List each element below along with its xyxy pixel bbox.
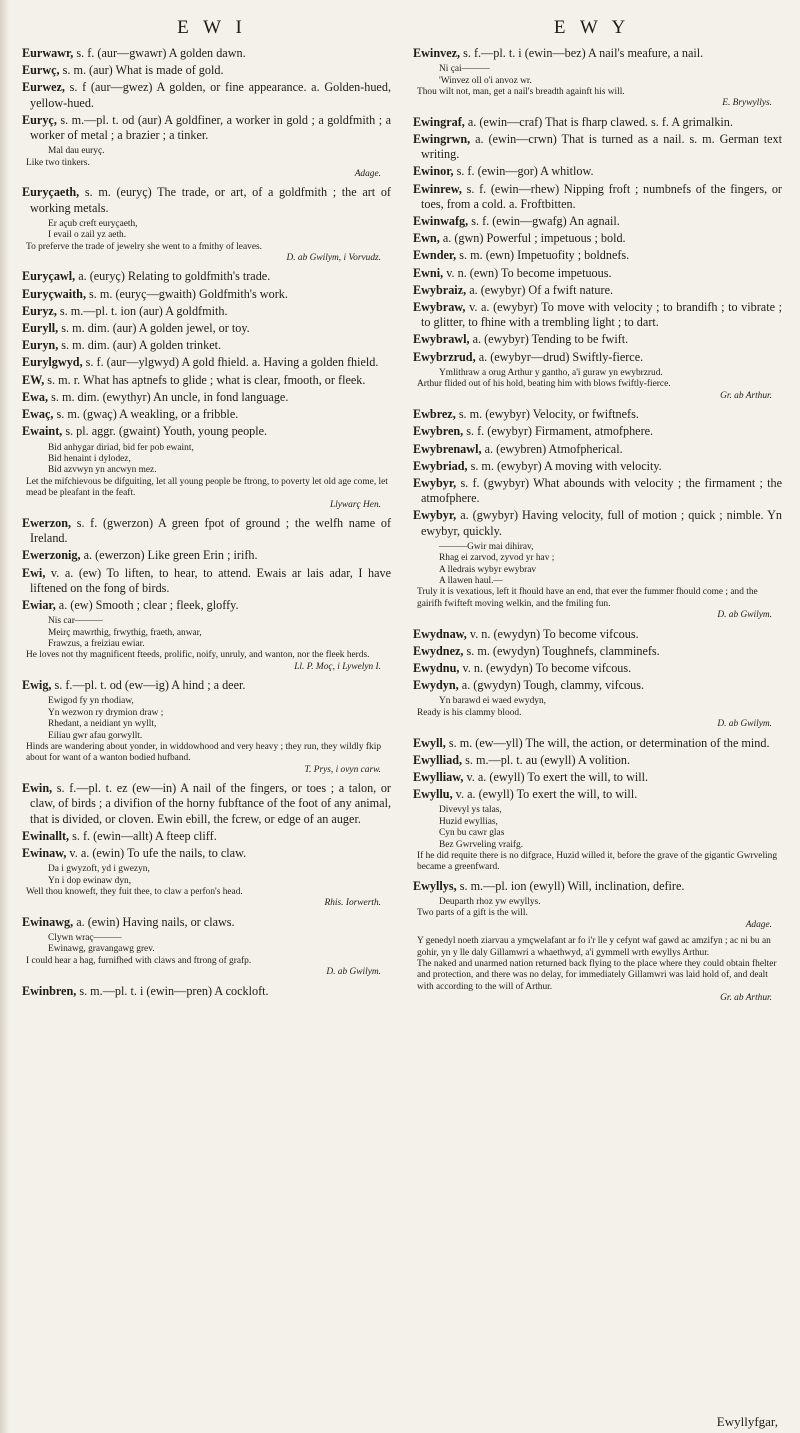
welsh-verse-line: 'Winvez oll o'i anvoz wr. <box>439 75 532 86</box>
welsh-verse-line: ———Gwir mai dihirav, <box>439 541 534 552</box>
citation: Ll. P. Moç, i Lywelyn I. <box>294 661 381 672</box>
headword: Ewaç, <box>22 407 54 422</box>
definition: s. f.—pl. t. ez (ew—in) A nail of the fingers, or toes ; a talon, or claw, of birds ; a divifion of the horny fubftance of the foot of any animal, that is divided, or cloven. Ewin ebill, the fcrew, or edge of an auger. <box>30 781 392 826</box>
headword: Ewylliad, <box>413 752 463 767</box>
welsh-verse-line: Er açub creft euryçaeth, <box>48 218 138 229</box>
definition: s. f. (ewybyr) Firmament, atmofphere. <box>463 424 654 439</box>
translation: Truly it is vexatious, left it fhould have an end, that ever the fummer fhould come ; and the gairifh fwifteft moving welkin, and the fmiling fun. <box>417 587 758 609</box>
quotation <box>413 368 782 402</box>
quotation <box>22 616 391 673</box>
definition: s. m. (ewybyr) A moving with velocity. <box>467 458 662 473</box>
headword: Ewinrew, <box>413 181 462 196</box>
dictionary-entry <box>413 248 782 263</box>
headword: Ewi, <box>22 565 46 580</box>
definition: s. pl. aggr. (gwaint) Youth, young people. <box>62 424 268 439</box>
page-header <box>22 10 782 46</box>
dictionary-entry <box>22 46 391 61</box>
dictionary-entry <box>413 476 782 506</box>
translation: To preferve the trade of jewelry she went to a fmithy of leaves. <box>26 241 262 252</box>
translation: Ready is his clammy blood. <box>417 707 522 718</box>
dictionary-entry <box>413 332 782 347</box>
definition: s. f. (gwybyr) What abounds with velocity ; the firmament ; the atmofphere. <box>421 475 782 506</box>
dictionary-entry <box>413 736 782 751</box>
translation: Let the mifchievous be difguiting, let all young people be ftrong, to poverty let old age come, let mead be pleafant in the feaft. <box>26 476 388 499</box>
dictionary-entry <box>413 678 782 693</box>
welsh-verse-line: Meirç mawrthig, frwythig, fraeth, anwar, <box>48 627 202 638</box>
welsh-verse-line: Divevyl ys talas, <box>439 805 502 816</box>
definition: a. (gwybyr) Having velocity, full of motion ; quick ; nimble. Yn ewybyr, quickly. <box>421 508 782 538</box>
dictionary-entry <box>22 373 391 388</box>
headword: Ewybrawl, <box>413 332 470 347</box>
headword: Ewnder, <box>413 248 457 263</box>
definition: s. m. r. What has aptnefs to glide ; what is clear, fmooth, or fleek. <box>44 372 366 387</box>
quotation <box>413 696 782 730</box>
definition: s. m. dim. (aur) A golden trinket. <box>58 338 222 353</box>
welsh-verse-line: Ymlithraw a orug Arthur y gantho, a'i guraw yn ewybrzrud. <box>439 367 663 378</box>
quotation <box>413 936 782 1004</box>
dictionary-entry <box>22 80 391 110</box>
definition: s. f. (ewin—allt) A fteep cliff. <box>69 828 217 843</box>
translation: He loves not thy magnificent fteeds, prolific, noify, unruly, and wanton, nor the fleek herds. <box>26 650 370 661</box>
left-column <box>22 46 391 1010</box>
headword: Ewybriad, <box>413 458 468 473</box>
dictionary-entry <box>22 781 391 827</box>
headword: Ewybyr, <box>413 475 457 490</box>
citation: D. ab Gwilym. <box>717 610 772 621</box>
welsh-verse-line: Mal dau euryç. <box>48 146 105 157</box>
translation: Hinds are wandering about yonder, in widdowhood and very heavy ; they run, they wildly fkip about for want of a wanton bodied hufband. <box>26 742 382 764</box>
definition: s. f.—pl. t. od (ew—ig) A hind ; a deer. <box>51 678 246 693</box>
welsh-verse-line: Yn wezwon ry drymion draw ; <box>48 707 164 718</box>
catchword: Ewyllyfgar, <box>716 1414 778 1429</box>
definition: v. n. (ewn) To become impetuous. <box>443 265 612 280</box>
headword: Ewinallt, <box>22 828 70 843</box>
quotation <box>413 64 782 110</box>
definition: a. (gwn) Powerful ; impetuous ; bold. <box>439 231 626 246</box>
headword: Euryçaeth, <box>22 185 80 200</box>
headword: EW, <box>22 372 45 387</box>
citation: D. ab Gwilym. <box>717 719 772 730</box>
dictionary-entry <box>22 269 391 284</box>
headword: Ewylliaw, <box>413 770 464 784</box>
welsh-verse-line: Rhedant, a neidiant yn wyllt, <box>48 719 157 730</box>
citation: Gr. ab Arthur. <box>720 390 772 401</box>
headword: Ewybyr, <box>413 508 457 523</box>
headword: Ewydnez, <box>413 643 464 658</box>
definition: s. f. (ewin—gwafg) An agnail. <box>468 214 620 229</box>
headword: Ewinwafg, <box>413 214 469 229</box>
dictionary-entry <box>22 304 391 319</box>
definition: a. (ewin—craf) That is fharp clawed. s. f. A grimalkin. <box>464 114 733 129</box>
header-right: E W Y <box>553 17 631 38</box>
definition: v. a. (ew) To liften, to hear, to attend. Ewais ar lais adar, I have liftened on the fong of birds. <box>30 565 391 595</box>
citation: T. Prys, i ovyn carw. <box>304 764 381 775</box>
translation: If he did requite there is no difgrace, Huzid willed it, before the grave of the gigantic Gwrveling became a greenfward. <box>417 851 778 873</box>
headword: Ewa, <box>22 389 49 404</box>
columns <box>22 46 782 1010</box>
dictionary-entry <box>22 355 391 370</box>
definition: s. m.—pl. t. au (ewyll) A volition. <box>462 752 631 767</box>
headword: Ewni, <box>413 265 444 280</box>
welsh-verse-line: Huzid ewyllias, <box>439 816 498 827</box>
right-column <box>413 46 782 1010</box>
headword: Ewinawg, <box>22 914 74 929</box>
quotation <box>413 542 782 622</box>
definition: s. f. (aur—gwawr) A golden dawn. <box>73 46 246 60</box>
definition: v. a. (ewin) To ufe the nails, to claw. <box>66 846 247 861</box>
citation: Adage. <box>354 169 381 180</box>
headword: Eurwawr, <box>22 46 74 60</box>
headword: Ewn, <box>413 231 440 246</box>
headword: Ewybrzrud, <box>413 349 476 364</box>
welsh-verse-line: A lledrais wybyr ewybrav <box>439 564 537 575</box>
welsh-verse-line: Ni çai——— <box>439 64 490 75</box>
welsh-verse-line: Bid azvwyn yn ancwyn mez. <box>48 465 157 476</box>
dictionary-entry <box>22 678 391 693</box>
definition: a. (ewerzon) Like green Erin ; irifh. <box>80 548 258 563</box>
dictionary-entry <box>22 548 391 563</box>
dictionary-entry <box>413 459 782 474</box>
definition: a. (ewin) Having nails, or claws. <box>73 914 235 929</box>
headword: Eurwez, <box>22 80 65 95</box>
quotation <box>22 933 391 979</box>
translation: Y genedyl noeth ziarvau a ymçwelafant ar fo i'r lle y cefynt waf gawd ac amzifyn ; ac ni bu an gohir, yn y lle daly Gillamwri a whaethwyd, a'i gymmell wrth ewyllys Arthur. <box>417 936 771 958</box>
dictionary-entry <box>22 915 391 930</box>
definition: s. f. (ewin—gor) A whitlow. <box>453 164 594 179</box>
welsh-verse-line: Da i gwyzoft, yd i gwezyn, <box>48 864 150 875</box>
headword: Ewyllu, <box>413 787 453 802</box>
quotation <box>22 864 391 910</box>
dictionary-entry <box>413 283 782 298</box>
headword: Ewydnu, <box>413 660 460 675</box>
definition: v. a. (ewyll) To exert the will, to will. <box>463 770 649 784</box>
headword: Ewaint, <box>22 424 63 439</box>
definition: a. (ewybyr—drud) Swiftly-fierce. <box>475 349 644 364</box>
headword: Ewingrwn, <box>413 132 471 147</box>
headword: Euryçawl, <box>22 269 76 284</box>
headword: Ewig, <box>22 678 52 693</box>
headword: Ewinor, <box>413 164 454 179</box>
quotation <box>22 219 391 265</box>
quotation <box>413 897 782 931</box>
welsh-verse-line: Bid anhygar diriad, bid fer pob ewaint, <box>48 442 194 453</box>
citation: Gr. ab Arthur. <box>720 993 772 1004</box>
welsh-verse-line: Frawzus, a freiziau ewiar. <box>48 638 145 649</box>
definition: s. m. (gwaç) A weakling, or a fribble. <box>53 407 239 422</box>
quotation <box>413 805 782 873</box>
citation: Llywarç Hen. <box>329 499 381 510</box>
dictionary-entry <box>413 214 782 229</box>
headword: Ewydnaw, <box>413 626 467 641</box>
definition: s. m. (ewydyn) Toughnefs, clamminefs. <box>463 643 660 658</box>
headword: Ewerzon, <box>22 515 72 530</box>
welsh-verse-line: Clywn wraç——— <box>48 933 122 944</box>
welsh-verse-line: A llawen haul.— <box>439 575 503 586</box>
citation: Rhis. Iorwerth. <box>324 898 381 909</box>
translation: Arthur flided out of his hold, beating him with blows fwiftly-fierce. <box>417 379 671 390</box>
definition: a. (ewybyr) Tending to be fwift. <box>469 332 629 347</box>
headword: Ewybrenawl, <box>413 441 482 456</box>
definition: s. m. (ewn) Impetuofity ; boldnefs. <box>456 248 630 263</box>
headword: Ewybren, <box>413 424 464 439</box>
headword: Ewinbren, <box>22 983 77 998</box>
dictionary-entry <box>413 182 782 212</box>
citation: Adage. <box>745 919 772 930</box>
definition: s. m.—pl. t. i (ewin—pren) A cockloft. <box>76 983 269 998</box>
quotation <box>22 146 391 180</box>
dictionary-entry <box>413 644 782 659</box>
dictionary-entry <box>413 300 782 330</box>
dictionary-entry <box>413 508 782 538</box>
dictionary-entry <box>413 879 782 894</box>
dictionary-entry <box>413 266 782 281</box>
definition: s. f. (ewin—rhew) Nipping froft ; numbnefs of the fingers, or toes, from a cold. a. Froftbitten. <box>421 181 782 211</box>
definition: v. a. (ewybyr) To move with velocity ; to brandifh ; to vibrate ; to glitter, to fhine with a trembling light ; to dart. <box>421 300 782 330</box>
dictionary-entry <box>413 770 782 785</box>
definition: s. m.—pl. t. od (aur) A goldfiner, a worker in gold ; a goldfmith ; a worker of metal ; a brazier ; a tinker. <box>30 112 391 143</box>
definition: s. m. (euryç) The trade, or art, of a goldfmith ; the art of working metals. <box>30 185 391 215</box>
header-left: E W I <box>177 17 247 38</box>
welsh-verse-line: Yn i dop ewinaw dyn, <box>48 875 132 886</box>
quotation <box>22 443 391 511</box>
dictionary-entry <box>413 787 782 802</box>
definition: s. m.—pl. ion (ewyll) Will, inclination, defire. <box>456 878 685 893</box>
welsh-verse-line: Rhag ei zarvod, zyvod yr hav ; <box>439 553 555 564</box>
definition: s. m. (aur) What is made of gold. <box>59 63 224 78</box>
translation: The naked and unarmed nation returned back flying to the place where they could obtain fhelter and protection, and there was no delay, for immediately Gillamwri was laid hold of, and dealt with according to the will of Arthur. <box>417 959 777 992</box>
headword: Ewydyn, <box>413 678 459 693</box>
dictionary-entry <box>22 424 391 439</box>
welsh-verse-line: Ewinawg, gravangawg grev. <box>48 944 155 955</box>
headword: Ewbrez, <box>413 407 456 422</box>
dictionary-entry <box>22 516 391 546</box>
dictionary-entry <box>22 63 391 78</box>
definition: a. (euryç) Relating to goldfmith's trade. <box>75 269 271 284</box>
dictionary-entry <box>22 113 391 143</box>
translation: Two parts of a gift is the will. <box>417 908 528 919</box>
headword: Ewinvez, <box>413 46 461 60</box>
dictionary-entry <box>413 231 782 246</box>
translation: Thou wilt not, man, get a nail's breadth againft his will. <box>417 87 625 98</box>
citation: E. Brywyllys. <box>722 98 772 109</box>
headword: Euryçwaith, <box>22 286 86 301</box>
headword: Ewyllys, <box>413 878 457 893</box>
definition: v. a. (ewyll) To exert the will, to will. <box>452 787 638 802</box>
headword: Ewerzonig, <box>22 548 81 563</box>
citation: D. ab Gwilym. <box>326 967 381 978</box>
welsh-verse-line: Bid henaint i dylodez, <box>48 453 131 464</box>
definition: a. (ew) Smooth ; clear ; fleek, gloffy. <box>55 597 239 612</box>
quotation <box>22 696 391 776</box>
definition: s. f. (gwerzon) A green fpot of ground ; the welfh name of Ireland. <box>30 515 391 546</box>
dictionary-entry <box>22 321 391 336</box>
headword: Ewin, <box>22 781 53 796</box>
citation: D. ab Gwilym, i Vorvudz. <box>286 253 381 264</box>
dictionary-entry <box>22 185 391 215</box>
dictionary-entry <box>413 424 782 439</box>
dictionary-entry <box>413 132 782 162</box>
headword: Ewyll, <box>413 735 446 750</box>
headword: Eurwç, <box>22 63 60 78</box>
definition: s. f.—pl. t. i (ewin—bez) A nail's meafure, a nail. <box>460 46 704 60</box>
definition: v. n. (ewydyn) To become vifcous. <box>459 660 632 675</box>
definition: s. m.—pl. t. ion (aur) A goldfmith. <box>56 303 228 318</box>
headword: Eurylgwyd, <box>22 355 83 370</box>
headword: Euryç, <box>22 112 57 127</box>
welsh-verse-line: Deuparth rhoz yw ewyllys. <box>439 897 541 908</box>
dictionary-entry <box>413 442 782 457</box>
dictionary-entry <box>413 627 782 642</box>
welsh-verse-line: Cyn bu cawr glas <box>439 828 505 839</box>
definition: s. m. dim. (ewythyr) An uncle, in fond language. <box>48 389 289 404</box>
definition: a. (gwydyn) Tough, clammy, vifcous. <box>458 678 645 693</box>
dictionary-entry <box>22 598 391 613</box>
translation: Well thou knoweft, they fuit thee, to claw a perfon's head. <box>26 887 243 898</box>
dictionary-entry <box>22 407 391 422</box>
definition: s. m. (ewybyr) Velocity, or fwiftnefs. <box>455 407 639 422</box>
headword: Euryn, <box>22 338 59 353</box>
headword: Euryll, <box>22 321 59 336</box>
dictionary-entry <box>413 407 782 422</box>
definition: s. m. (euryç—gwaith) Goldfmith's work. <box>85 286 288 301</box>
welsh-verse-line: Nis car——— <box>48 616 103 627</box>
definition: v. n. (ewydyn) To become vifcous. <box>466 626 639 641</box>
definition: s. m. dim. (aur) A golden jewel, or toy. <box>58 321 250 336</box>
headword: Ewingraf, <box>413 114 465 129</box>
welsh-verse-line: Eiliau gwr afau gorwyllt. <box>48 730 143 741</box>
definition: s. f. (aur—ylgwyd) A gold fhield. a. Having a golden fhield. <box>82 355 379 370</box>
dictionary-entry <box>22 338 391 353</box>
translation: Like two tinkers. <box>26 157 90 168</box>
dictionary-entry <box>413 164 782 179</box>
dictionary-entry <box>22 287 391 302</box>
welsh-verse-line: Bez Gwrveling vraifg. <box>439 839 524 850</box>
headword: Ewiar, <box>22 597 56 612</box>
dictionary-entry <box>22 846 391 861</box>
headword: Ewinaw, <box>22 846 67 861</box>
headword: Ewybraiz, <box>413 282 467 297</box>
headword: Euryz, <box>22 303 57 318</box>
book-spine-shadow <box>0 0 9 1433</box>
definition: a. (ewybyr) Of a fwift nature. <box>466 282 614 297</box>
dictionary-entry <box>413 753 782 768</box>
translation: I could hear a hag, furnifhed with claws and ftrong of grafp. <box>26 955 252 966</box>
dictionary-entry <box>22 390 391 405</box>
definition: a. (ewybren) Atmofpherical. <box>481 441 623 456</box>
dictionary-entry <box>22 566 391 596</box>
dictionary-entry <box>22 829 391 844</box>
dictionary-entry <box>413 115 782 130</box>
dictionary-entry <box>22 984 391 999</box>
definition: a. (ewin—crwn) That is turned as a nail. s. m. German text writing. <box>421 132 782 162</box>
welsh-verse-line: Yn barawd ei waed ewydyn, <box>439 696 546 707</box>
dictionary-entry <box>413 46 782 61</box>
headword: Ewybraw, <box>413 300 466 315</box>
definition: s. f (aur—gwez) A golden, or fine appearance. a. Golden-hued, yellow-hued. <box>30 80 391 110</box>
dictionary-entry <box>413 350 782 365</box>
welsh-verse-line: I evail o zail yz aeth. <box>48 230 127 241</box>
dictionary-entry <box>413 661 782 676</box>
definition: s. m. (ew—yll) The will, the action, or determination of the mind. <box>445 735 770 750</box>
welsh-verse-line: Ewigod fy yn rhodiaw, <box>48 696 134 707</box>
